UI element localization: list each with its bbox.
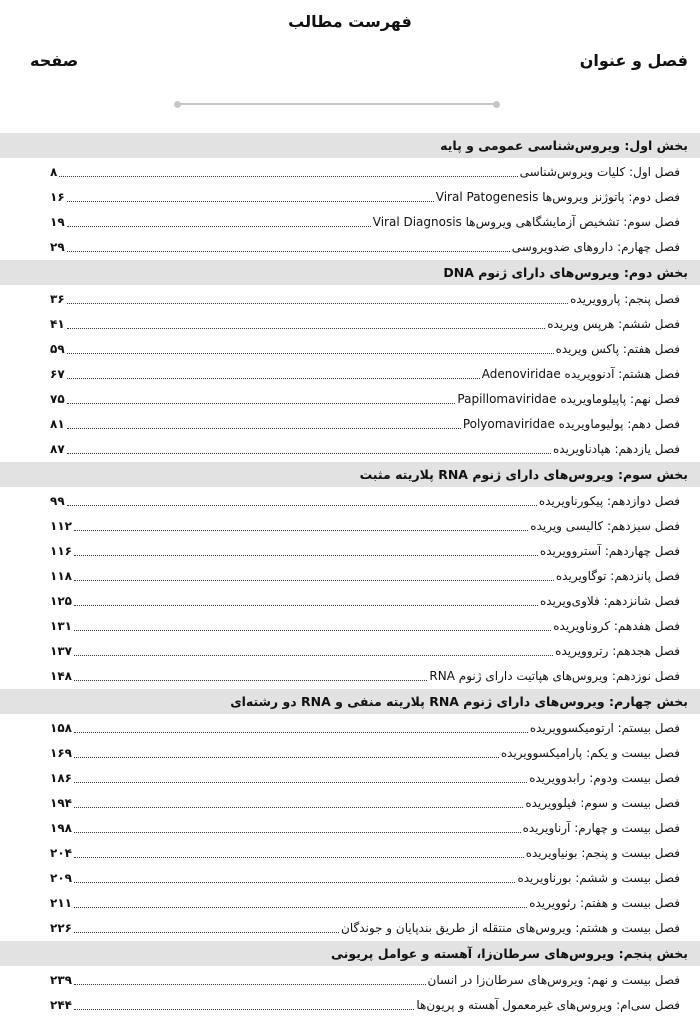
dot-leader	[74, 907, 527, 908]
dot-leader	[74, 984, 426, 985]
chapter-title: فصل بیست و ششم: بورناویریده	[517, 871, 680, 885]
toc-entry[interactable]	[0, 891, 700, 916]
toc-entry[interactable]	[0, 437, 700, 462]
chapter-title: فصل چهاردهم: آستروویریده	[539, 544, 680, 558]
toc-entry[interactable]	[0, 489, 700, 514]
table-of-contents	[0, 133, 700, 1018]
page-number: ۱۶	[50, 190, 65, 204]
dot-leader	[74, 732, 528, 733]
chapter-title: فصل بیست و چهارم: آرناویریده	[522, 821, 680, 835]
section-heading: بخش چهارم: ویروس‌های دارای ژنوم RNA پلاریته منفی و RNA دو رشته‌ای	[0, 689, 700, 714]
toc-entry[interactable]	[0, 639, 700, 664]
chapter-title: فصل پنجم: پاروویریده	[570, 292, 680, 306]
toc-section	[0, 462, 700, 689]
chapter-title: فصل هجدهم: رتروویریده	[555, 644, 680, 658]
toc-entry[interactable]	[0, 741, 700, 766]
dot-leader	[74, 932, 339, 933]
dot-leader	[67, 353, 554, 354]
chapter-title: فصل بیست و پنجم: بونیاویریده	[525, 846, 680, 860]
page-number: ۲۰۹	[50, 871, 72, 885]
page-number: ۸	[50, 165, 58, 179]
toc-entry[interactable]	[0, 210, 700, 235]
page-number: ۲۱۱	[50, 896, 72, 910]
toc-entry[interactable]	[0, 766, 700, 791]
page-number: ۲۴۴	[50, 998, 72, 1012]
section-heading: بخش پنجم: ویروس‌های سرطان‌زا، آهسته و عوامل پریونی	[0, 941, 700, 966]
column-header-row	[30, 46, 688, 74]
dot-leader	[67, 403, 456, 404]
chapter-title: فصل سی‌ام: ویروس‌های غیرمعمول آهسته و پریون‌ها	[416, 998, 680, 1012]
dot-leader	[74, 655, 553, 656]
chapter-title: فصل اول: کلیات ویروس‌شناسی	[519, 165, 680, 179]
chapter-title: فصل ششم: هرپس ویریده	[547, 317, 680, 331]
page-number: ۱۲۵	[50, 594, 72, 608]
toc-entry[interactable]	[0, 539, 700, 564]
toc-entry[interactable]	[0, 160, 700, 185]
page-column-label: صفحه	[30, 50, 79, 70]
toc-entry[interactable]	[0, 564, 700, 589]
chapter-title: فصل بیست و نهم: ویروس‌های سرطان‌زا در انسان	[427, 973, 680, 987]
page-number: ۱۱۸	[50, 569, 72, 583]
chapter-title: فصل بیست و سوم: فیلوویریده	[525, 796, 680, 810]
chapter-title: فصل چهارم: داروهای ضدویروسی	[511, 240, 680, 254]
dot-leader	[74, 882, 515, 883]
toc-section	[0, 689, 700, 941]
chapter-title: فصل هفتم: پاکس ویریده	[555, 342, 680, 356]
dot-leader	[74, 580, 554, 581]
chapter-title: فصل بیست و هفتم: رئوویریده	[529, 896, 680, 910]
page-number: ۲۳۹	[50, 973, 72, 987]
page-number: ۳۶	[50, 292, 65, 306]
toc-entry[interactable]	[0, 916, 700, 941]
chapter-title: فصل سوم: تشخیص آزمایشگاهی ویروس‌ها Viral Diagnosis	[372, 215, 680, 229]
chapter-title: فصل بیستم: ارتومیکسوویریده	[529, 721, 680, 735]
dot-leader	[74, 530, 528, 531]
toc-entry[interactable]	[0, 841, 700, 866]
dot-leader	[67, 505, 537, 506]
divider-dot-left	[174, 101, 181, 108]
chapter-title: فصل دهم: پولیوماویریده Polyomaviridae	[462, 417, 680, 431]
toc-entry[interactable]	[0, 287, 700, 312]
dot-leader	[74, 605, 538, 606]
dot-leader	[74, 1009, 414, 1010]
dot-leader	[74, 857, 524, 858]
chapter-title: فصل هشتم: آدنوویریده Adenoviridae	[481, 367, 680, 381]
section-heading: بخش دوم: ویروس‌های دارای ژنوم DNA	[0, 260, 700, 285]
page-number: ۲۹	[50, 240, 65, 254]
dot-leader	[67, 226, 371, 227]
dot-leader	[67, 201, 434, 202]
toc-entry[interactable]	[0, 312, 700, 337]
dot-leader	[67, 251, 510, 252]
toc-entry[interactable]	[0, 337, 700, 362]
toc-entry[interactable]	[0, 993, 700, 1018]
toc-entry[interactable]	[0, 791, 700, 816]
chapter-title: فصل نهم: پاپیلوماویریده Papillomaviridae	[457, 392, 680, 406]
chapter-title: فصل بیست و هشتم: ویروس‌های منتقله از طریق بندپایان و جوندگان	[341, 921, 680, 935]
page-title: فهرست مطالب	[288, 12, 412, 31]
page-number: ۱۸۶	[50, 771, 72, 785]
toc-entry[interactable]	[0, 589, 700, 614]
dot-leader	[74, 630, 551, 631]
page-number: ۱۹۴	[50, 796, 72, 810]
chapter-title: فصل دوازدهم: پیکورناویریده	[538, 494, 680, 508]
toc-entry[interactable]	[0, 664, 700, 689]
toc-entry[interactable]	[0, 816, 700, 841]
page-number: ۱۵۸	[50, 721, 72, 735]
page-number: ۱۳۷	[50, 644, 72, 658]
page-number: ۷۵	[50, 392, 65, 406]
toc-entry[interactable]	[0, 362, 700, 387]
divider-ornament	[174, 101, 500, 107]
page-number: ۴۱	[50, 317, 65, 331]
dot-leader	[67, 378, 480, 379]
page-number: ۲۰۴	[50, 846, 72, 860]
page-number: ۱۹۸	[50, 821, 72, 835]
dot-leader	[74, 555, 538, 556]
toc-entry[interactable]	[0, 387, 700, 412]
dot-leader	[74, 782, 527, 783]
section-heading: بخش اول: ویروس‌شناسی عمومی و پایه	[0, 133, 700, 158]
toc-section	[0, 941, 700, 1018]
dot-leader	[67, 328, 546, 329]
dot-leader	[74, 680, 427, 681]
page-number: ۹۹	[50, 494, 65, 508]
chapter-title: فصل پانزدهم: توگاویریده	[555, 569, 680, 583]
page-number: ۸۱	[50, 417, 65, 431]
page-number: ۱۱۲	[50, 519, 72, 533]
page-number: ۸۷	[50, 442, 65, 456]
page-number: ۵۹	[50, 342, 65, 356]
chapter-title: فصل نوزدهم: ویروس‌های هپاتیت دارای ژنوم RNA	[429, 669, 680, 683]
dot-leader	[59, 176, 517, 177]
page-number: ۱۳۱	[50, 619, 72, 633]
chapter-title: فصل بیست و یکم: پارامیکسوویریده	[500, 746, 680, 760]
page-number: ۱۹	[50, 215, 65, 229]
chapter-column-label: فصل و عنوان	[579, 50, 688, 70]
toc-entry[interactable]	[0, 412, 700, 437]
chapter-title: فصل یازدهم: هپادناویریده	[553, 442, 680, 456]
toc-entry[interactable]	[0, 866, 700, 891]
section-heading: بخش سوم: ویروس‌های دارای ژنوم RNA پلاریته مثبت	[0, 462, 700, 487]
dot-leader	[67, 428, 461, 429]
toc-entry[interactable]	[0, 514, 700, 539]
dot-leader	[74, 757, 499, 758]
toc-section	[0, 260, 700, 462]
divider-line	[178, 103, 496, 105]
toc-entry[interactable]	[0, 185, 700, 210]
toc-entry[interactable]	[0, 716, 700, 741]
page-number: ۲۲۶	[50, 921, 72, 935]
toc-entry[interactable]	[0, 614, 700, 639]
page-number: ۱۴۸	[50, 669, 72, 683]
chapter-title: فصل بیست ودوم: رابدوویریده	[529, 771, 680, 785]
dot-leader	[74, 807, 523, 808]
dot-leader	[74, 832, 521, 833]
toc-entry[interactable]	[0, 968, 700, 993]
chapter-title: فصل سیزدهم: کالیسی ویریده	[530, 519, 680, 533]
chapter-title: فصل هفدهم: کروناویریده	[553, 619, 680, 633]
dot-leader	[67, 453, 551, 454]
page-number: ۱۱۶	[50, 544, 72, 558]
page-number: ۱۶۹	[50, 746, 72, 760]
toc-entry[interactable]	[0, 235, 700, 260]
divider-dot-right	[493, 101, 500, 108]
toc-section	[0, 133, 700, 260]
chapter-title: فصل شانزدهم: فلاوی‌ویریده	[540, 594, 680, 608]
dot-leader	[67, 303, 568, 304]
page-number: ۶۷	[50, 367, 65, 381]
chapter-title: فصل دوم: پاتوژنز ویروس‌ها Viral Patogenesis	[435, 190, 680, 204]
